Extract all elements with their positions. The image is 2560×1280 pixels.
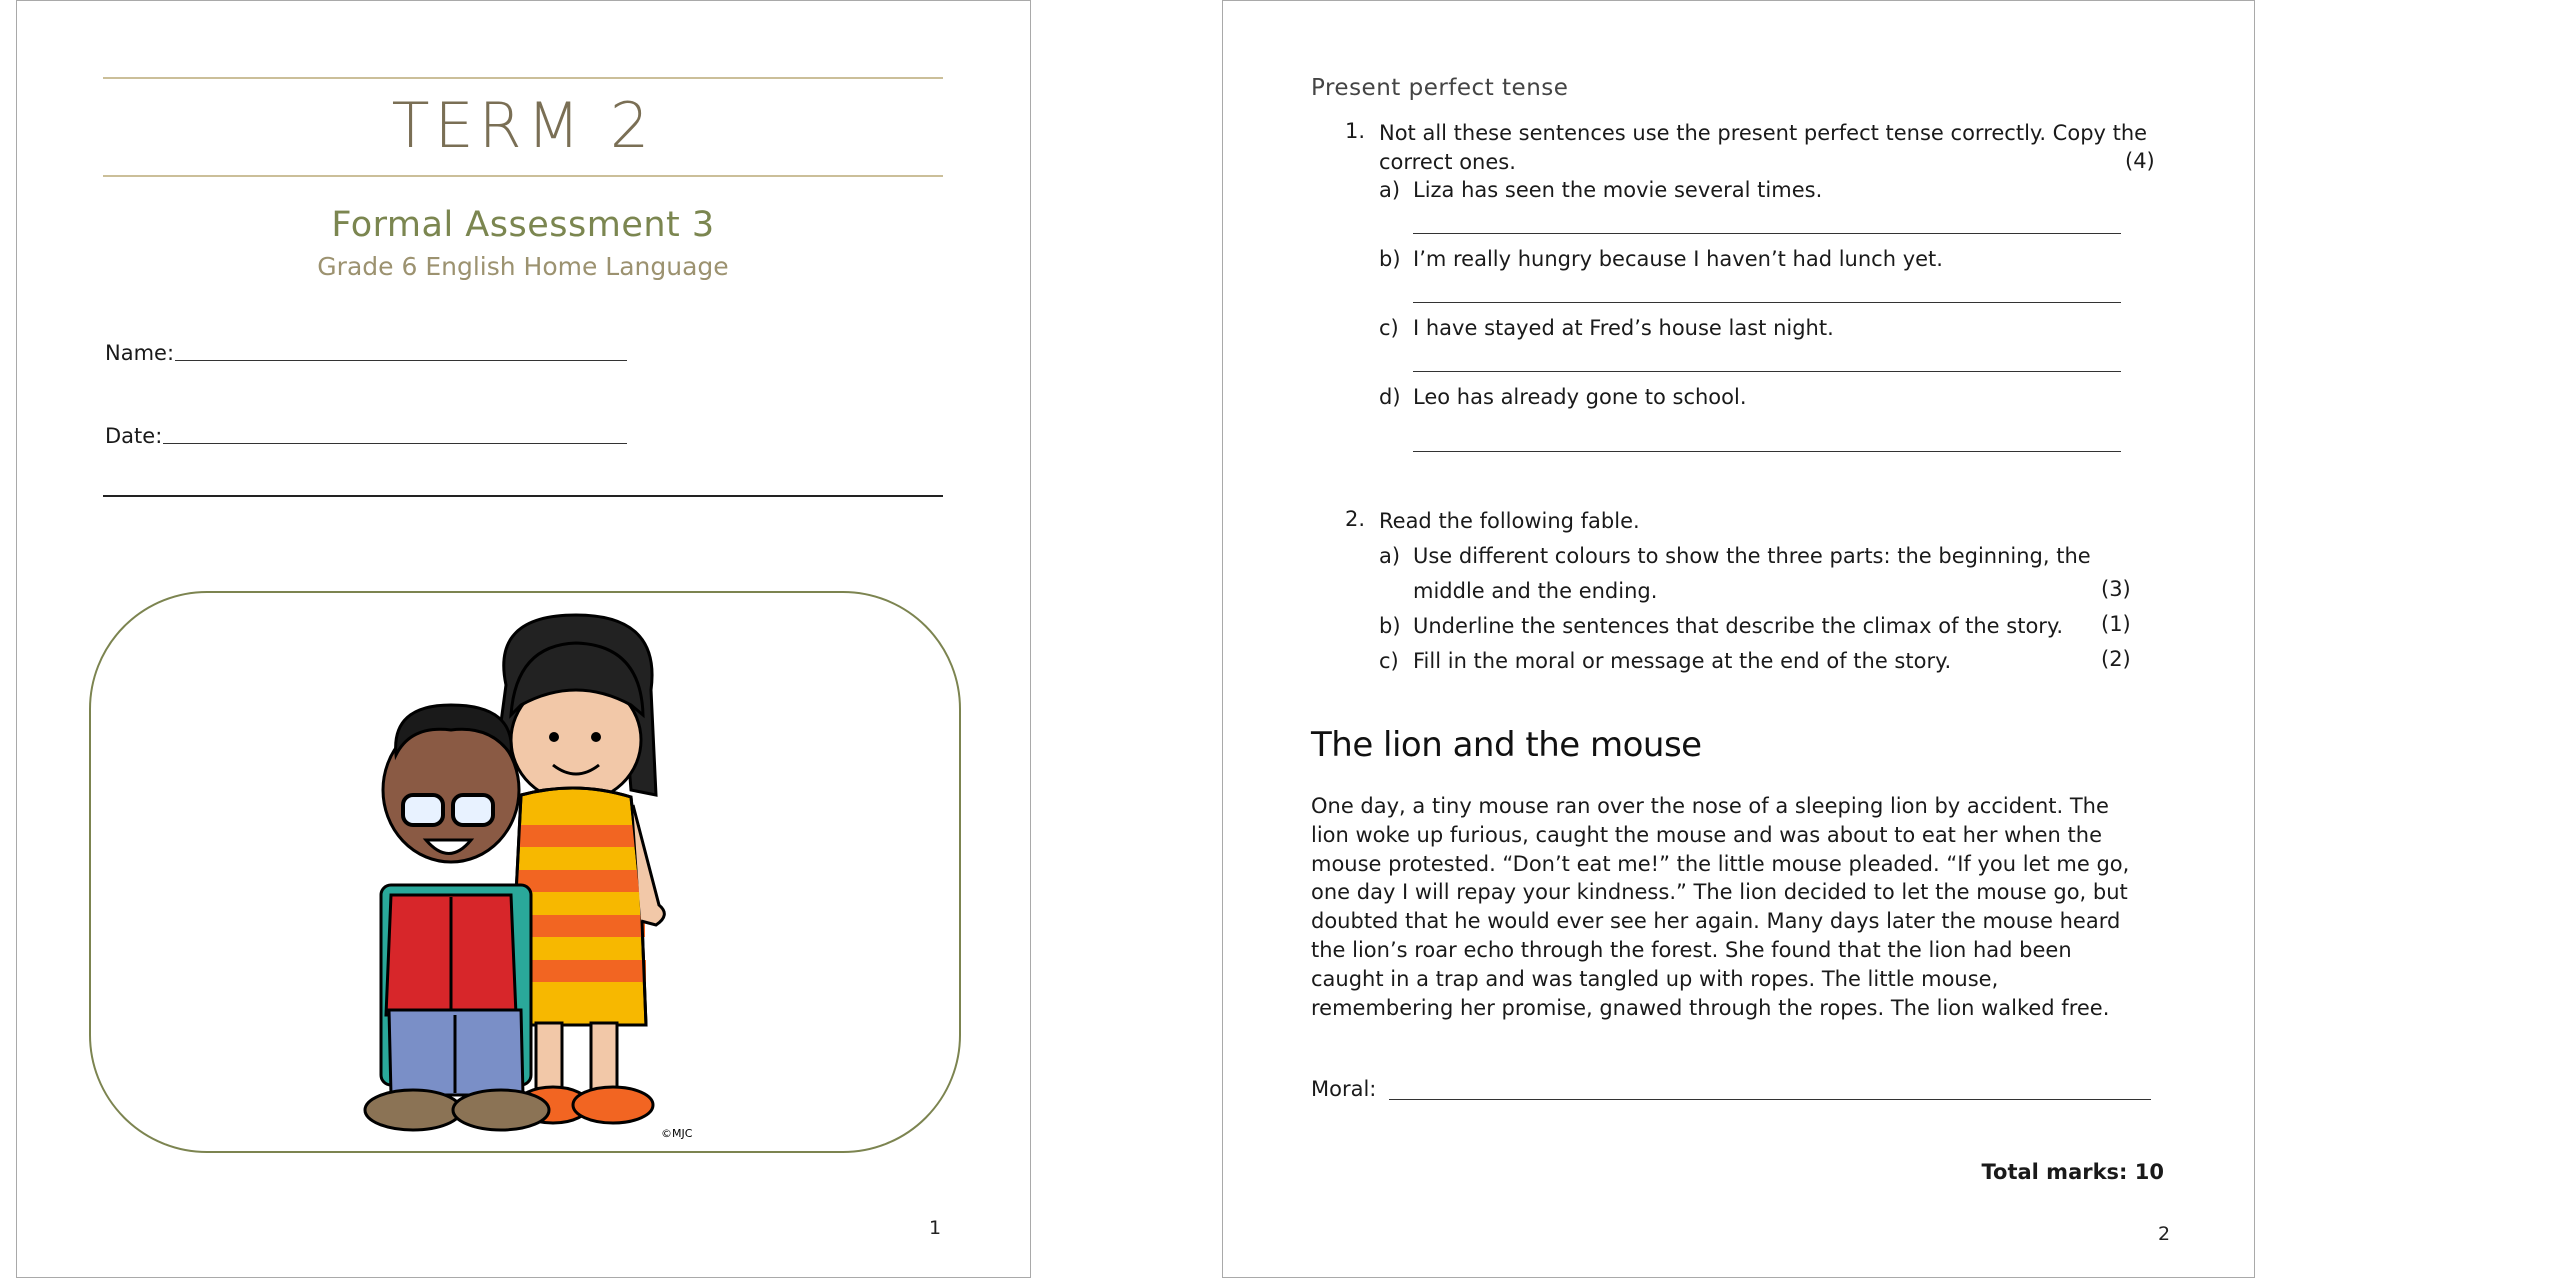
question-1-text-line2: correct ones.: [1379, 150, 1516, 174]
q2-item-b-text: Underline the sentences that describe the climax of the story.: [1413, 614, 2064, 638]
q1-item-c-text: I have stayed at Fred’s house last night.: [1413, 316, 1834, 340]
story-line: lion woke up furious, caught the mouse and was about to eat her when the: [1311, 822, 2102, 847]
q1-answer-line-d[interactable]: [1413, 451, 2121, 452]
illustration-frame: [89, 591, 961, 1153]
assessment-title: Formal Assessment 3: [331, 205, 715, 245]
story-line: One day, a tiny mouse ran over the nose of a sleeping lion by accident. The: [1311, 794, 2109, 818]
moral-answer-line[interactable]: [1389, 1099, 2151, 1100]
children-reading-illustration: [341, 605, 721, 1140]
q1-item-d-letter: d): [1379, 385, 1401, 409]
term-title: TERM 2: [391, 89, 655, 162]
question-1-number: 1.: [1345, 119, 1366, 143]
q1-item-a-letter: a): [1379, 178, 1401, 202]
assessment-subtitle: Grade 6 English Home Language: [317, 252, 729, 281]
question-1-marks: (4): [2125, 149, 2155, 173]
q2-item-a-text-line2: middle and the ending.: [1413, 579, 1658, 603]
question-2-number: 2.: [1345, 507, 1366, 531]
title-bottom-rule: [103, 175, 943, 177]
q2-item-b-marks: (1): [2101, 612, 2131, 636]
story-line: remembering her promise, gnawed through the ropes. The lion walked free.: [1311, 995, 2110, 1020]
story-line: mouse protested. “Don’t eat me!” the little mouse pleaded. “If you let me go,: [1311, 851, 2130, 876]
q1-item-d-text: Leo has already gone to school.: [1413, 385, 1747, 409]
q2-item-a-marks: (3): [2101, 577, 2131, 601]
q1-item-a-text: Liza has seen the movie several times.: [1413, 178, 1823, 202]
story-line: caught in a trap and was tangled up with ropes. The little mouse,: [1311, 966, 1999, 991]
svg-text:©MJC: ©MJC: [661, 1127, 693, 1140]
total-marks: Total marks: 10: [1981, 1160, 2164, 1184]
q2-item-b-letter: b): [1379, 614, 1401, 638]
story-line: the lion’s roar echo through the forest. She found that the lion had been: [1311, 937, 2072, 962]
q1-item-b-letter: b): [1379, 247, 1401, 271]
name-field[interactable]: [175, 360, 627, 361]
questions-page: [1222, 0, 2255, 1278]
name-label: Name:: [105, 341, 175, 365]
cover-page: [16, 0, 1031, 1278]
story-line: doubted that he would ever see her again. Many days later the mouse heard: [1311, 909, 2121, 934]
q2-item-c-text: Fill in the moral or message at the end of the story.: [1413, 649, 1952, 673]
date-label: Date:: [105, 424, 163, 448]
q1-answer-line-a[interactable]: [1413, 233, 2121, 234]
page-number: 1: [929, 1217, 942, 1239]
q2-item-a-text-line1: Use different colours to show the three parts: the beginning, the: [1413, 544, 2091, 568]
q1-answer-line-c[interactable]: [1413, 371, 2121, 372]
story-line: one day I will repay your kindness.” The lion decided to let the mouse go, but: [1311, 880, 2128, 905]
section-title: Present perfect tense: [1311, 75, 1569, 101]
story-title: The lion and the mouse: [1311, 725, 1702, 765]
q1-item-c-letter: c): [1379, 316, 1399, 340]
q2-item-c-letter: c): [1379, 649, 1399, 673]
story-body: [1311, 792, 2161, 1022]
q1-item-b-text: I’m really hungry because I haven’t had lunch yet.: [1413, 247, 1943, 271]
page-number: 2: [2158, 1223, 2171, 1245]
moral-label: Moral:: [1311, 1077, 1377, 1101]
title-top-rule: [103, 77, 943, 79]
question-1-text-line1: Not all these sentences use the present perfect tense correctly. Copy the: [1379, 121, 2148, 145]
q2-item-c-marks: (2): [2101, 647, 2131, 671]
q1-answer-line-b[interactable]: [1413, 302, 2121, 303]
header-divider: [103, 495, 943, 497]
date-field[interactable]: [163, 443, 627, 444]
q2-item-a-letter: a): [1379, 544, 1401, 568]
question-2-text: Read the following fable.: [1379, 509, 1640, 533]
